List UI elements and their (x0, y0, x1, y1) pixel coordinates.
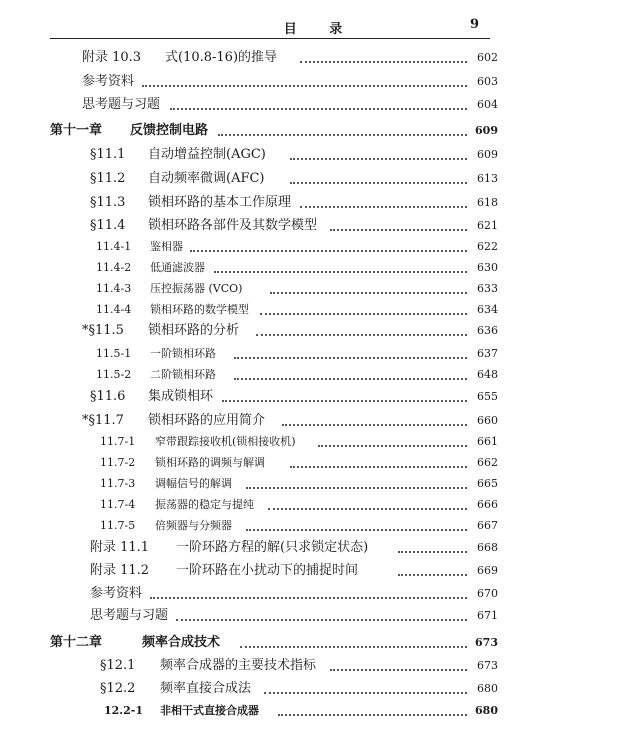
entry-page: 604 (477, 98, 498, 111)
entry-title: 二阶锁相环路 (150, 368, 216, 381)
toc-subentry (0, 365, 640, 385)
dot-leader (290, 182, 467, 184)
toc-entry (0, 216, 640, 236)
toc-entry (0, 679, 640, 699)
entry-title: 频率合成器的主要技术指标 (160, 658, 317, 673)
entry-page: 662 (477, 456, 498, 469)
entry-title: 思考题与习题 (82, 97, 161, 112)
entry-page: 613 (477, 172, 498, 185)
entry-number: 11.7-2 (100, 456, 136, 469)
entry-number: 11.7-1 (100, 435, 136, 448)
entry-number: *§11.7 (82, 413, 124, 428)
dot-leader (234, 378, 467, 380)
entry-title: 一阶环路方程的解(只求锁定状态) (176, 540, 369, 555)
entry-number: 11.7-5 (100, 519, 136, 532)
entry-title: 锁相环路的调频与解调 (155, 456, 265, 469)
entry-number: 11.7-3 (100, 477, 136, 490)
dot-leader (318, 445, 467, 447)
toc-entry (0, 584, 640, 604)
toc-entry (0, 169, 640, 189)
entry-number: §11.4 (90, 218, 126, 233)
chapter-number: 第十一章 (50, 123, 103, 138)
toc-subentry (0, 432, 640, 452)
entry-number: 11.7-4 (100, 498, 136, 511)
entry-page: 634 (477, 303, 498, 316)
toc-subentry (0, 237, 640, 257)
dot-leader (246, 529, 467, 531)
chapter-number: 第十二章 (50, 635, 103, 650)
page-number: 9 (470, 17, 480, 32)
entry-page: 660 (477, 414, 498, 427)
entry-title: 锁相环路的分析 (148, 323, 240, 338)
entry-number: 11.4-2 (96, 261, 132, 274)
entry-page: 602 (477, 51, 498, 64)
entry-page: 603 (477, 75, 498, 88)
dot-leader (398, 574, 467, 576)
entry-title: 锁相环路的应用简介 (148, 413, 266, 428)
entry-title: 锁相环路各部件及其数学模型 (148, 218, 318, 233)
entry-title: 压控振荡器 (VCO) (150, 282, 243, 295)
entry-page: 671 (477, 609, 498, 622)
entry-title: 自动频率微调(AFC) (148, 171, 265, 186)
toc-entry (0, 321, 640, 341)
entry-title: 低通滤波器 (150, 261, 205, 274)
dot-leader (222, 400, 467, 402)
entry-page: 622 (477, 240, 498, 253)
entry-title: 集成锁相环 (148, 389, 214, 404)
dot-leader (260, 313, 467, 315)
entry-title: 锁相环路的数学模型 (150, 303, 249, 316)
chapter-title: 反馈控制电路 (130, 123, 209, 138)
entry-page: 680 (475, 704, 498, 717)
toc-entry (0, 48, 640, 68)
entry-number: §12.1 (100, 658, 136, 673)
dot-leader (290, 466, 467, 468)
toc-entry (0, 145, 640, 165)
toc-chapter (0, 633, 640, 653)
entry-page: 618 (477, 196, 498, 209)
toc-subentry (0, 344, 640, 364)
entry-page: 670 (477, 587, 498, 600)
toc-subentry (0, 300, 640, 320)
dot-leader (142, 85, 467, 87)
entry-page: 666 (477, 498, 498, 511)
dot-leader (218, 134, 467, 136)
toc-entry (0, 95, 640, 115)
entry-number: §11.6 (90, 389, 126, 404)
entry-title: 自动增益控制(AGC) (148, 147, 266, 162)
entry-page: 637 (477, 347, 498, 360)
toc-entry (0, 561, 640, 581)
entry-title: 倍频器与分频器 (155, 519, 232, 532)
toc-subentry (0, 258, 640, 278)
entry-page: 648 (477, 368, 498, 381)
toc-entry (0, 193, 640, 213)
dot-leader (214, 271, 467, 273)
dot-leader (150, 597, 467, 599)
entry-page: 633 (477, 282, 498, 295)
dot-leader (246, 487, 467, 489)
dot-leader (300, 206, 467, 208)
entry-title: 参考资料 (82, 74, 135, 89)
entry-number: §12.2 (100, 681, 136, 696)
entry-page: 655 (477, 390, 498, 403)
toc-entry (0, 656, 640, 676)
entry-number: §11.3 (90, 195, 126, 210)
dot-leader (234, 357, 467, 359)
dot-leader (330, 669, 467, 671)
entry-title: 锁相环路的基本工作原理 (148, 195, 292, 210)
toc-subentry (0, 453, 640, 473)
entry-page: 673 (475, 636, 498, 649)
dot-leader (330, 229, 467, 231)
entry-page: 673 (477, 659, 498, 672)
entry-number: 附录 11.2 (90, 563, 150, 578)
entry-title: 一阶锁相环路 (150, 347, 216, 360)
page-header-title: 目 录 (283, 22, 357, 37)
entry-page: 668 (477, 541, 498, 554)
entry-number: 11.4-3 (96, 282, 132, 295)
dot-leader (170, 108, 467, 110)
entry-title: 鉴相器 (150, 240, 183, 253)
entry-title: 式(10.8-16)的推导 (165, 50, 278, 65)
entry-page: 636 (477, 324, 498, 337)
dot-leader (268, 508, 467, 510)
entry-number: 11.5-1 (96, 347, 132, 360)
entry-page: 669 (477, 564, 498, 577)
entry-page: 680 (477, 682, 498, 695)
entry-title: 调幅信号的解调 (155, 477, 232, 490)
entry-title: 思考题与习题 (90, 608, 169, 623)
entry-number: §11.2 (90, 171, 126, 186)
entry-number: 附录 10.3 (82, 50, 142, 65)
dot-leader (190, 250, 467, 252)
dot-leader (300, 61, 467, 63)
entry-number: 附录 11.1 (90, 540, 150, 555)
entry-title: 非相干式直接合成器 (160, 704, 259, 717)
toc-entry (0, 72, 640, 92)
entry-title: 窄带跟踪接收机(锁相接收机) (155, 435, 296, 448)
toc-entry (0, 411, 640, 431)
toc-entry (0, 606, 640, 626)
dot-leader (270, 292, 467, 294)
entry-number: 11.5-2 (96, 368, 132, 381)
toc-subentry (0, 701, 640, 721)
entry-page: 630 (477, 261, 498, 274)
dot-leader (282, 424, 467, 426)
toc-entry (0, 387, 640, 407)
dot-leader (264, 692, 467, 694)
toc-subentry (0, 495, 640, 515)
toc-subentry (0, 474, 640, 494)
entry-page: 609 (477, 148, 498, 161)
entry-number: 12.2-1 (104, 704, 144, 717)
chapter-title: 频率合成技术 (142, 635, 221, 650)
toc-subentry (0, 516, 640, 536)
entry-title: 频率直接合成法 (160, 681, 252, 696)
entry-number: 11.4-1 (96, 240, 132, 253)
entry-number: 11.4-4 (96, 303, 132, 316)
entry-number: §11.1 (90, 147, 126, 162)
dot-leader (398, 551, 467, 553)
dot-leader (290, 158, 467, 160)
dot-leader (278, 714, 467, 716)
entry-page: 621 (477, 219, 498, 232)
entry-page: 667 (477, 519, 498, 532)
dot-leader (240, 646, 467, 648)
toc-chapter (0, 121, 640, 141)
entry-page: 609 (475, 124, 498, 137)
dot-leader (256, 334, 467, 336)
toc-entry (0, 538, 640, 558)
entry-title: 参考资料 (90, 586, 143, 601)
entry-title: 一阶环路在小扰动下的捕捉时间 (176, 563, 359, 578)
entry-number: *§11.5 (82, 323, 124, 338)
entry-page: 661 (477, 435, 498, 448)
dot-leader (176, 619, 467, 621)
header-rule (50, 38, 490, 39)
toc-subentry (0, 279, 640, 299)
entry-page: 665 (477, 477, 498, 490)
entry-title: 振荡器的稳定与提纯 (155, 498, 254, 511)
